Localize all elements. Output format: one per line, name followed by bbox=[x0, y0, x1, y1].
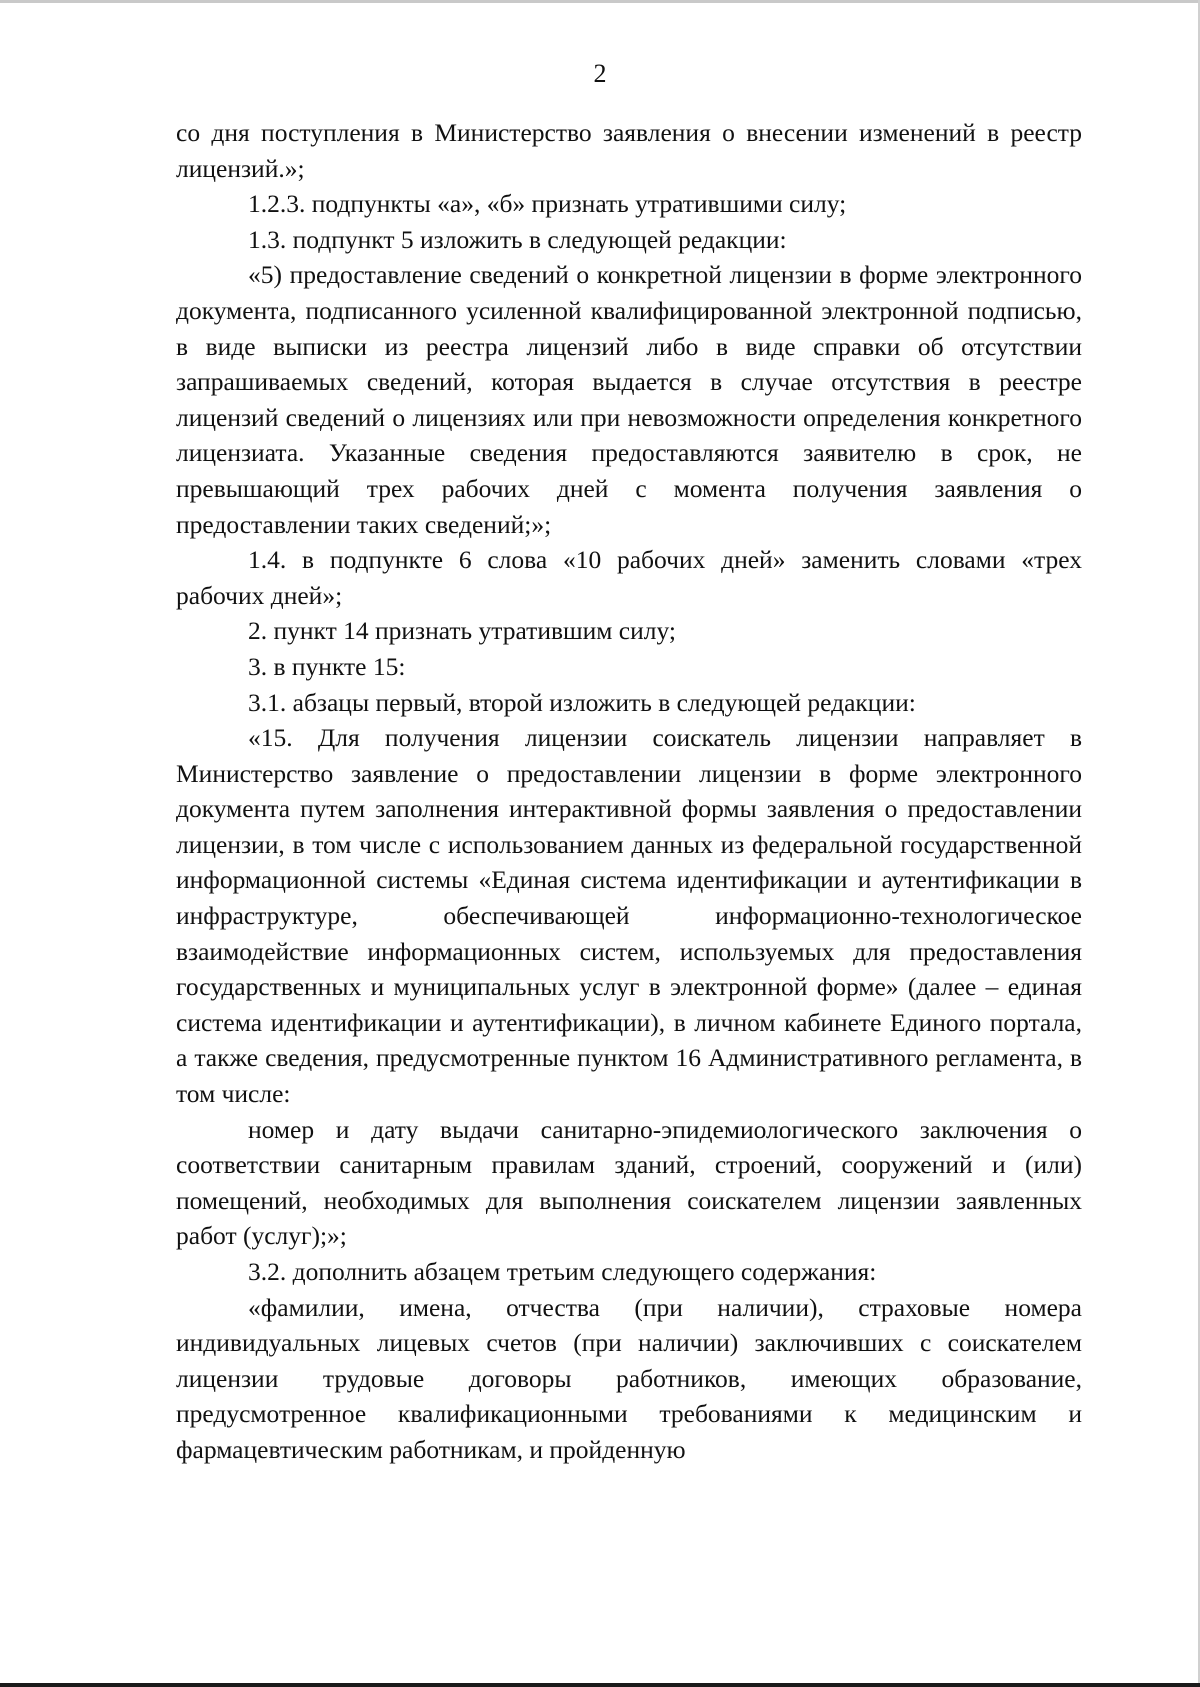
page-top-edge bbox=[0, 0, 1200, 3]
paragraph-11: 3.2. дополнить абзацем третьим следующего содержания: bbox=[248, 1257, 877, 1286]
document-body bbox=[176, 115, 1082, 1468]
paragraph-12: «фамилии, имена, отчества (при наличии), страховые номера индивидуальных лицевых счетов (при наличии) заключивших с соискателем лицензии трудовые договоры работников, имеющих образование, предусмотренное квалификационными требованиями к медицинским и фармацевтическим работникам, и пройденную bbox=[176, 1292, 1082, 1464]
page-number: 2 bbox=[593, 59, 607, 88]
paragraph-2: 1.2.3. подпункты «а», «б» признать утратившими силу; bbox=[248, 189, 847, 219]
paragraph-8: 3.1. абзацы первый, второй изложить в следующей редакции: bbox=[248, 687, 916, 717]
page-bottom-edge bbox=[0, 1683, 1200, 1687]
paragraph-9: «15. Для получения лицензии соискатель лицензии направляет в Министерство заявление о предоставлении лицензии в форме электронного документа путем заполнения интерактивной формы заявления о предоставлении лицензии, в том числе с использованием данных из федеральной государственной информационной системы «Единая система идентификации и аутентификации в инфраструктуре, обеспечивающей информационно-технологическое взаимодействие информационных систем, используемых для предоставления государственных и муниципальных услуг в электронной форме» (далее – единая система идентификации и аутентификации), в личном кабинете Единого портала, а также сведения, предусмотренные пунктом 16 Административного регламента, в том числе: bbox=[176, 723, 1082, 1109]
paragraph-10: номер и дату выдачи санитарно-эпидемиологического заключения о соответствии санитарным правилам зданий, строений, сооружений и (или) помещений, необходимых для выполнения соискателем лицензии заявленных работ (услуг);»; bbox=[176, 1114, 1082, 1251]
paragraph-7: 3. в пункте 15: bbox=[248, 651, 406, 681]
paragraph-4: «5) предоставление сведений о конкретной лицензии в форме электронного документа, подписанного усиленной квалифицированной электронной подписью, в виде выписки из реестра лицензий либо в виде справки об отсутствии запрашиваемых сведений, которая выдается в случае отсутствия в реестре лицензий сведений о лицензиях или при невозможности определения конкретного лицензиата. Указанные сведения предоставляются заявителю в срок, не превышающий трех рабочих дней с момента получения заявления о предоставлении таких сведений;»; bbox=[176, 260, 1082, 539]
paragraph-3: 1.3. подпункт 5 изложить в следующей редакции: bbox=[248, 224, 787, 254]
paragraph-6: 2. пункт 14 признать утратившим силу; bbox=[248, 616, 676, 646]
paragraph-5: 1.4. в подпункте 6 слова «10 рабочих дней» заменить словами «трех рабочих дней»; bbox=[176, 545, 1082, 610]
paragraph-1: со дня поступления в Министерство заявления о внесении изменений в реестр лицензий.»; bbox=[176, 118, 1082, 183]
